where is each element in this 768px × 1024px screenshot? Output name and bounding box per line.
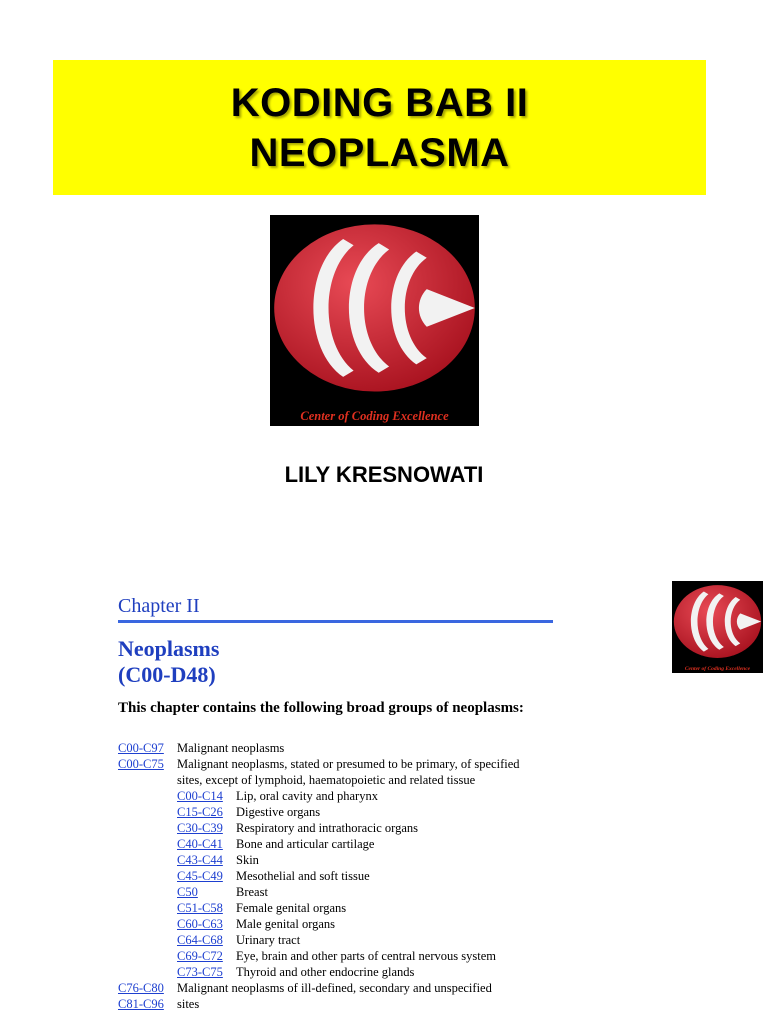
- code-link[interactable]: C76-C80: [118, 981, 164, 995]
- list-item: [177, 932, 538, 948]
- code-description: Skin: [236, 853, 259, 867]
- list-item: [177, 868, 538, 884]
- title-banner: [53, 60, 706, 195]
- code-link[interactable]: C81-C96: [118, 997, 164, 1011]
- code-description: Malignant neoplasms, stated or presumed to be primary, of specified sites, except of lymphoid, haematopoietic and related tissue: [177, 757, 520, 787]
- chapter-title-line-2: (C00-D48): [118, 662, 216, 687]
- list-item: [177, 900, 538, 916]
- list-item: [177, 836, 538, 852]
- code-description: Thyroid and other endocrine glands: [236, 965, 415, 979]
- code-link[interactable]: C60-C63: [177, 917, 223, 931]
- coding-excellence-logo-icon: [672, 581, 763, 673]
- code-link[interactable]: C00-C14: [177, 789, 223, 803]
- code-link[interactable]: C00-C97: [118, 741, 164, 755]
- code-link[interactable]: C45-C49: [177, 869, 223, 883]
- code-description: Respiratory and intrathoracic organs: [236, 821, 419, 835]
- code-link[interactable]: C43-C44: [177, 853, 223, 867]
- chapter-intro: This chapter contains the following broad groups of neoplasms:: [118, 700, 524, 716]
- chapter-title-line-1: Neoplasms: [118, 636, 220, 661]
- code-description: Bone and articular cartilage: [236, 837, 375, 851]
- logo-caption: Center of Coding Excellence: [300, 409, 449, 423]
- code-link[interactable]: C73-C75: [177, 965, 223, 979]
- code-link[interactable]: C15-C26: [177, 805, 223, 819]
- list-item: [177, 820, 538, 836]
- code-description: Malignant neoplasms: [177, 741, 285, 755]
- list-item: [177, 788, 538, 804]
- logo-small: [672, 581, 763, 673]
- code-description: Mesothelial and soft tissue: [236, 869, 370, 883]
- code-list: [118, 740, 538, 1012]
- code-description: Eye, brain and other parts of central nervous system: [236, 949, 496, 963]
- list-item: [118, 996, 538, 1012]
- code-link[interactable]: C69-C72: [177, 949, 223, 963]
- list-item: [118, 756, 538, 788]
- chapter-title: [118, 636, 219, 688]
- code-description: Breast: [236, 885, 268, 899]
- logo-caption: Center of Coding Excellence: [684, 666, 751, 672]
- code-description: Lip, oral cavity and pharynx: [236, 789, 378, 803]
- list-item: [177, 964, 538, 980]
- logo-large: [270, 215, 479, 426]
- code-link[interactable]: C50: [177, 885, 198, 899]
- code-link[interactable]: C51-C58: [177, 901, 223, 915]
- list-item: [177, 852, 538, 868]
- code-description: Male genital organs: [236, 917, 336, 931]
- list-item: [177, 804, 538, 820]
- chapter-divider: [118, 620, 553, 623]
- list-item: [177, 884, 538, 900]
- coding-excellence-logo-icon: [270, 215, 479, 426]
- author-name: LILY KRESNOWATI: [284, 462, 484, 487]
- code-description: sites: [177, 997, 200, 1011]
- code-description: Female genital organs: [236, 901, 347, 915]
- title-line-1: KODING BAB II: [230, 80, 529, 125]
- code-link[interactable]: C00-C75: [118, 757, 164, 771]
- list-item: [118, 740, 538, 756]
- title-line-2: NEOPLASMA: [249, 130, 510, 175]
- code-link[interactable]: C40-C41: [177, 837, 223, 851]
- chapter-label: Chapter II: [118, 595, 200, 617]
- code-description: Malignant neoplasms of ill-defined, secondary and unspecified: [177, 981, 492, 995]
- code-link[interactable]: C64-C68: [177, 933, 223, 947]
- code-link[interactable]: C30-C39: [177, 821, 223, 835]
- code-description: Digestive organs: [236, 805, 321, 819]
- code-description: Urinary tract: [236, 933, 301, 947]
- list-item: [177, 916, 538, 932]
- list-item: [177, 948, 538, 964]
- list-item: [118, 980, 538, 996]
